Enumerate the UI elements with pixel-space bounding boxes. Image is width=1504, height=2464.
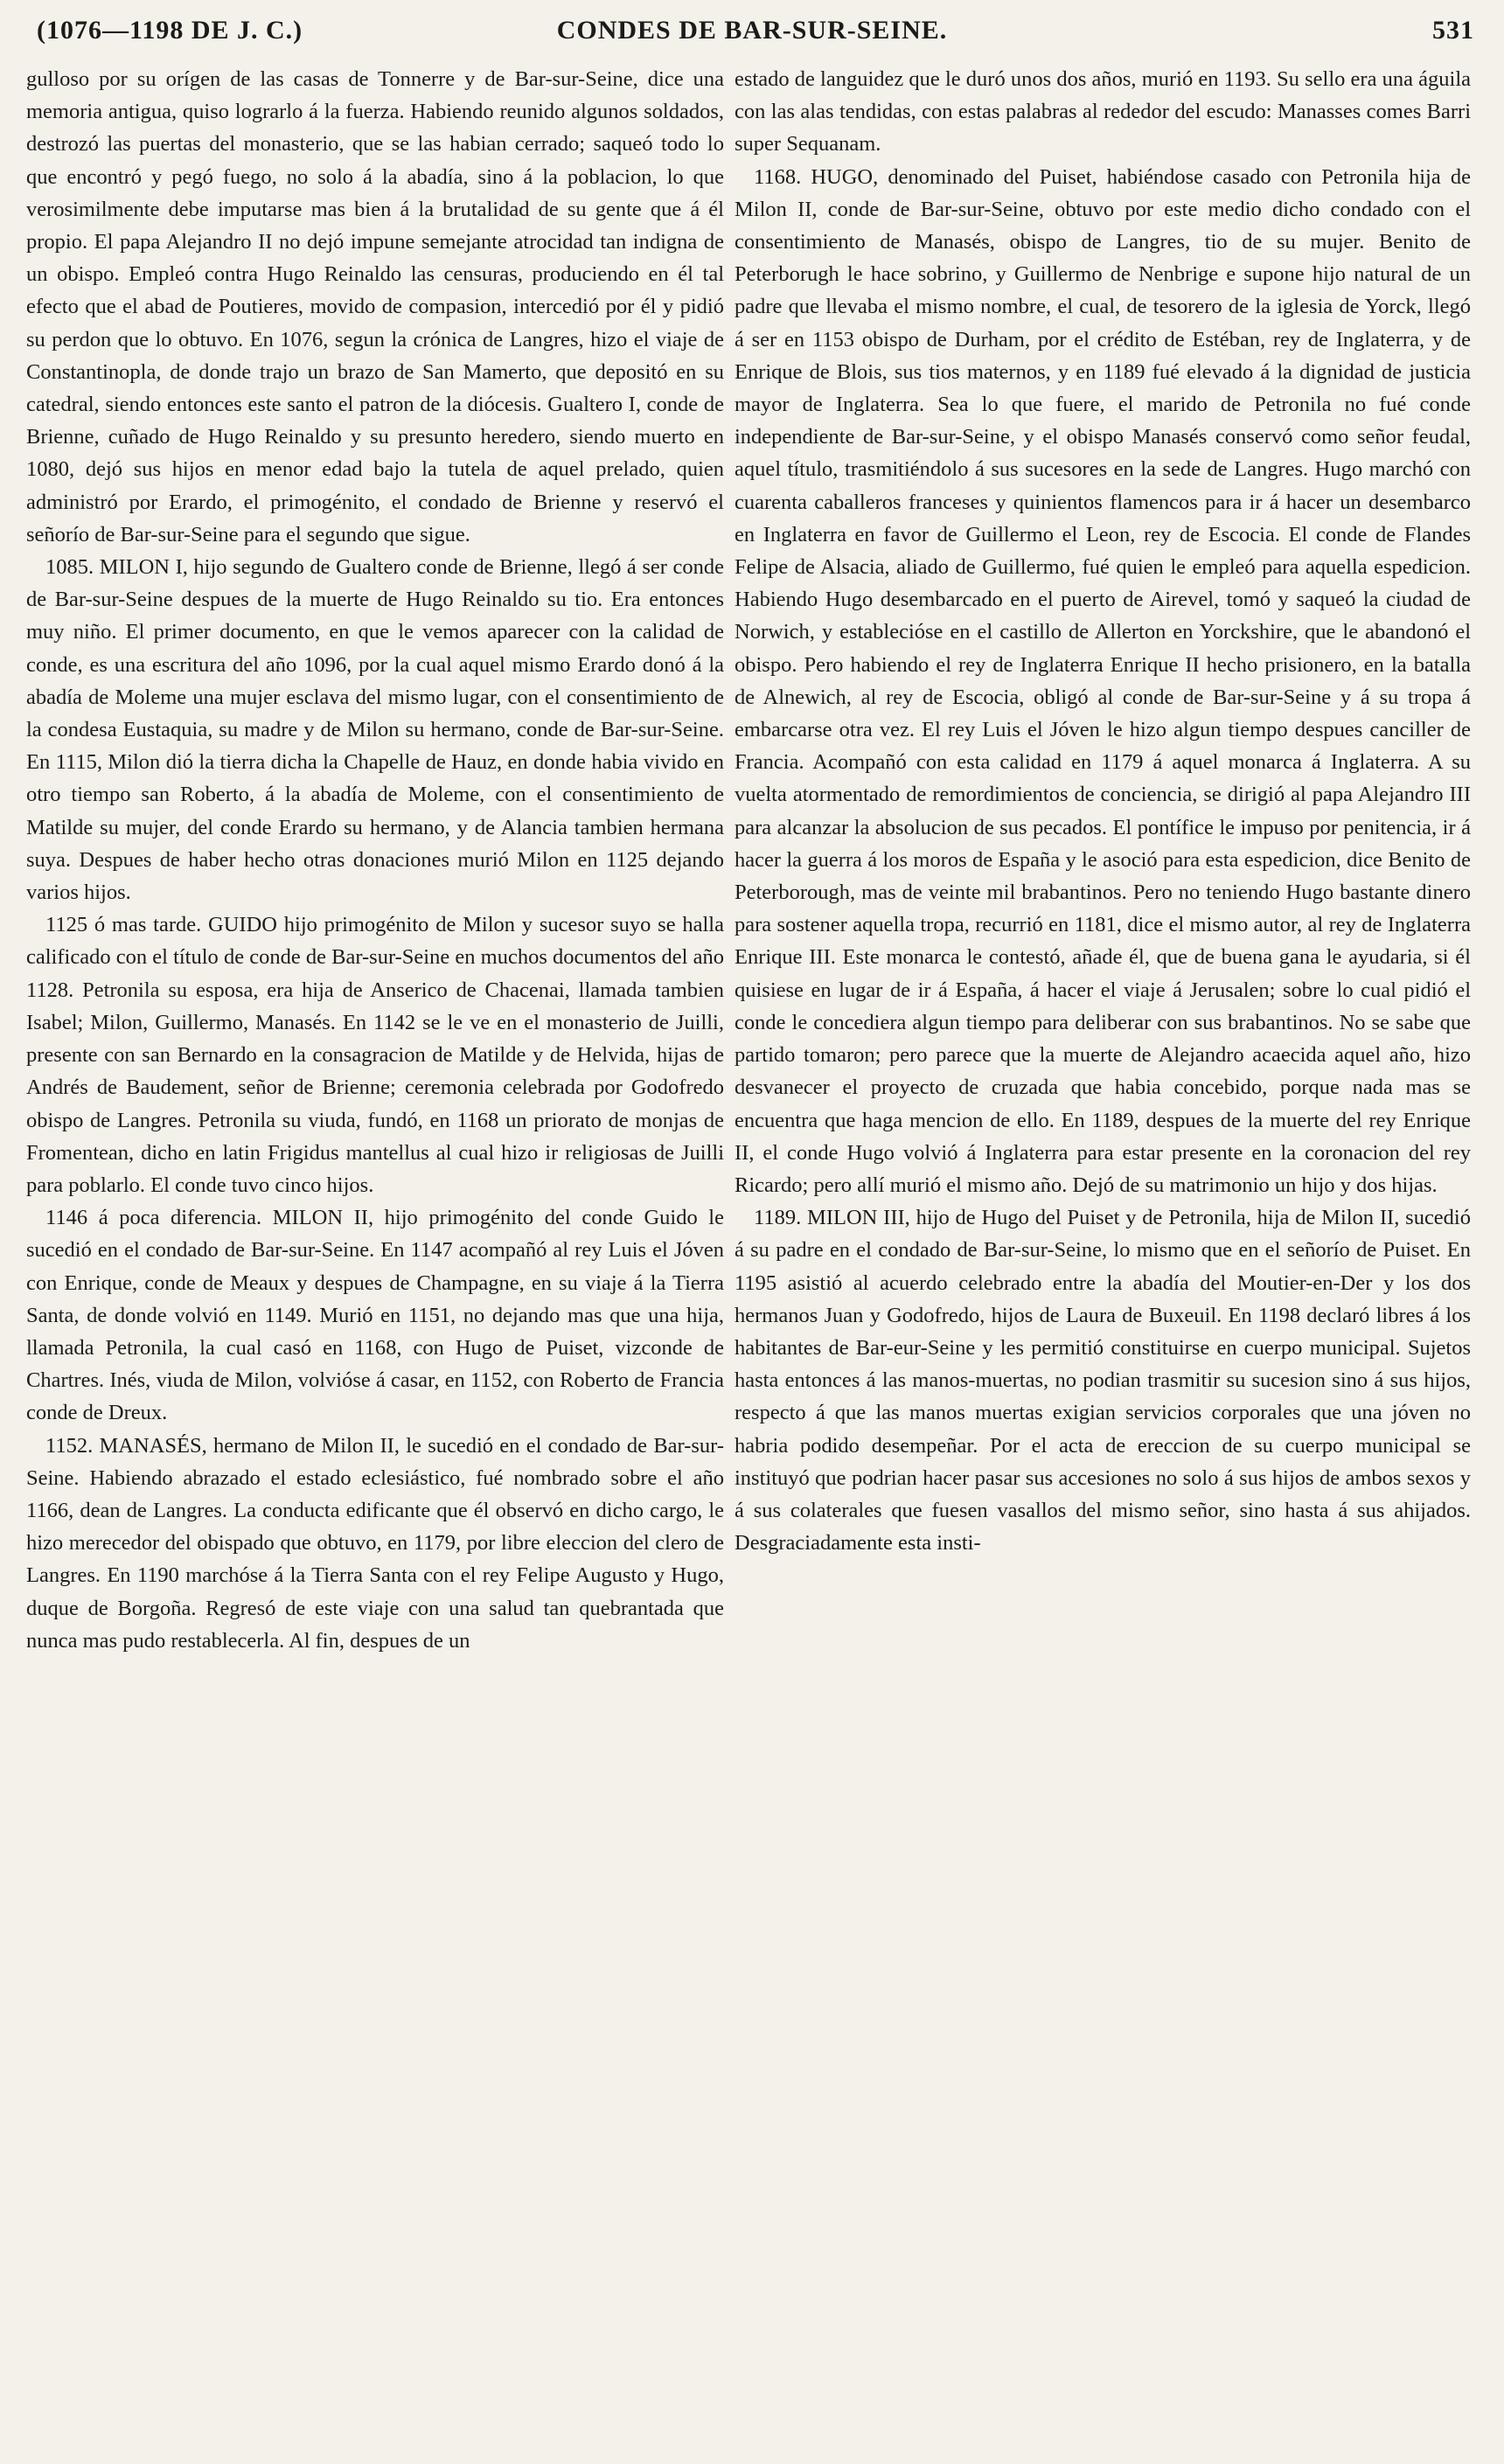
paragraph: estado de languidez que le duró unos dos años, murió en 1193. Su sello era una águila con las alas tendidas, con estas palabras al rededor del escudo: Manasses comes Barri super Sequanam. xyxy=(735,67,1471,157)
header-date-range: (1076—1198 DE J. C.) xyxy=(37,16,303,45)
paragraph: 1085. MILON I, hijo segundo de Gualtero conde de Brienne, llegó á ser conde de Bar-sur-Seine despues de la muerte de Hugo Reinaldo su tio. Era entonces muy niño. El primer documento, en que le vemos aparecer con la calidad de conde, es una escritura del año 1096, por la cual aquel mismo Erardo donó á la abadía de Moleme una mujer esclava del mismo lugar, con el consentimiento de la condesa Eustaquia, su madre y de Milon su hermano, conde de Bar-sur-Seine. En 1115, Milon dió la tierra dicha la Chapelle de Hauz, en donde habia vivido en otro tiempo san Roberto, á la abadía de Moleme, con el consentimiento de Matilde su mujer, del conde Erardo su hermano, y de Alancia tambien hermana suya. Despues de haber hecho otras donaciones murió Milon en 1125 dejando varios hijos. xyxy=(26,555,724,905)
left-column xyxy=(26,63,724,2450)
right-column xyxy=(735,63,1471,2450)
header-title: CONDES DE BAR-SUR-SEINE. xyxy=(556,16,948,45)
paragraph: 1125 ó mas tarde. GUIDO hijo primogénito de Milon y sucesor suyo se halla calificado con el título de conde de Bar-sur-Seine en muchos documentos del año 1128. Petronila su esposa, era hija de Anserico de Chacenai, llamada tambien Isabel; Milon, Guillermo, Manasés. En 1142 se le ve en el monasterio de Juilli, presente con san Bernardo en la consagracion de Matilde y de Helvida, hijas de Andrés de Baudement, señor de Brienne; ceremonia celebrada por Godofredo obispo de Langres. Petronila su viuda, fundó, en 1168 un priorato de monjas de Fromentean, dicho en latin Frigidus mantellus al cual hizo ir religiosas de Juilli para poblarlo. El conde tuvo cinco hijos. xyxy=(26,913,724,1197)
paragraph: 1189. MILON III, hijo de Hugo del Puiset y de Petronila, hija de Milon II, sucedió á su padre en el condado de Bar-sur-Seine, lo mismo que en el señorío de Puiset. En 1195 asistió al acuerdo celebrado entre la abadía del Moutier-en-Der y los dos hermanos Juan y Godofredo, hijos de Laura de Buxeuil. En 1198 declaró libres á los habitantes de Bar-eur-Seine y les permitió constituirse en cuerpo municipal. Sujetos hasta entonces á las manos-muertas, no podian trasmitir su sucesion sino á sus hijos, respecto á que las manos muertas exigian servicios corporales que una jóven no habria podido desempeñar. Por el acta de ereccion de su cuerpo municipal se instituyó que podrian hacer pasar sus accesiones no solo á sus hijos de ambos sexos y á sus colaterales que fuesen vasallos del mismo señor, sino hasta á sus ahijados. Desgraciadamente esta insti- xyxy=(735,1206,1471,1556)
paragraph: 1168. HUGO, denominado del Puiset, habiéndose casado con Petronila hija de Milon II, conde de Bar-sur-Seine, obtuvo por este medio dicho condado con el consentimiento de Manasés, obispo de Langres, tio de su mujer. Benito de Peterborugh le hace sobrino, y Guillermo de Nenbrige e supone hijo natural de un padre que llevaba el mismo nombre, el cual, de tesorero de la iglesia de Yorck, llegó á ser en 1153 obispo de Durham, por el crédito de Estéban, rey de Inglaterra, y de Enrique de Blois, sus tios maternos, y en 1189 fué elevado á la dignidad de justicia mayor de Inglaterra. Sea lo que fuere, el marido de Petronila no fué conde independiente de Bar-sur-Seine, y el obispo Manasés conservó como señor feudal, aquel título, trasmitiéndolo á sus sucesores en la sede de Langres. Hugo marchó con cuarenta caballeros franceses y quinientos flamencos para ir á hacer un desembarco en Inglaterra en favor de Guillermo el Leon, rey de Escocia. El conde de Flandes Felipe de Alsacia, aliado de Guillermo, fué quien le empleó para aquella espedicion. Habiendo Hugo desembarcado en el puerto de Airevel, tomó y saqueó la ciudad de Norwich, y establecióse en el castillo de Allerton en Yorckshire, que le abandonó el obispo. Pero habiendo el rey de Inglaterra Enrique II hecho prisionero, en la batalla de Alnewich, al rey de Escocia, obligó al conde de Bar-sur-Seine y á su tropa á embarcarse otra vez. El rey Luis el Jóven le hizo algun tiempo despues canciller de Francia. Acompañó con esta calidad en 1179 á aquel monarca á Inglaterra. A su vuelta atormentado de remordimientos de conciencia, se dirigió al papa Alejandro III para alcanzar la absolucion de sus pecados. El pontífice le impuso por penitencia, ir á hacer la guerra á los moros de España y le asoció para esta espedicion, dice Benito de Peterborough, mas de veinte mil brabantinos. Pero no teniendo Hugo bastante dinero para sostener aquella tropa, recurrió en 1181, dice el mismo autor, al rey de Inglaterra Enrique III. Este monarca le contestó, añade él, que de buena gana le ayudaria, si él quisiese en lugar de ir á España, á hacer el viaje á Jerusalen; sobre lo cual pidió el conde le concediera algun tiempo para deliberar con sus brabantinos. No se sabe que partido tomaron; pero parece que la muerte de Alejandro acaecida aquel año, hizo desvanecer el proyecto de cruzada que habia concebido, porque nada mas se encuentra que haga mencion de ello. En 1189, despues de la muerte del rey Enrique II, el conde Hugo volvió á Inglaterra para estar presente en la coronacion del rey Ricardo; pero allí murió el mismo año. Dejó de su matrimonio un hijo y dos hijas. xyxy=(735,164,1471,1197)
running-header xyxy=(0,16,1504,59)
page-number: 531 xyxy=(1432,16,1474,45)
paragraph: 1146 á poca diferencia. MILON II, hijo primogénito del conde Guido le sucedió en el condado de Bar-sur-Seine. En 1147 acompañó al rey Luis el Jóven con Enrique, conde de Meaux y despues de Champagne, en su viaje á la Tierra Santa, de donde volvió en 1149. Murió en 1151, no dejando mas que una hija, llamada Petronila, la cual casó en 1168, con Hugo de Puiset, vizconde de Chartres. Inés, viuda de Milon, volvióse á casar, en 1152, con Roberto de Francia conde de Dreux. xyxy=(26,1206,724,1425)
paragraph: gulloso por su orígen de las casas de Tonnerre y de Bar-sur-Seine, dice una memoria antigua, quiso lograrlo á la fuerza. Habiendo reunido algunos soldados, destrozó las puertas del monasterio, que se las habian cerrado; saqueó todo lo que encontró y pegó fuego, no solo á la abadía, sino á la poblacion, lo que verosimilmente debe imputarse mas bien á la brutalidad de su gente que á él propio. El papa Alejandro II no dejó impune semejante atrocidad tan indigna de un obispo. Empleó contra Hugo Reinaldo las censuras, produciendo en él tal efecto que el abad de Poutieres, movido de compasion, intercedió por él y pidió su perdon que lo obtuvo. En 1076, segun la crónica de Langres, hizo el viaje de Constantinopla, de donde trajo un brazo de San Mamerto, que depositó en su catedral, siendo entonces este santo el patron de la diócesis. Gualtero I, conde de Brienne, cuñado de Hugo Reinaldo y su presunto heredero, siendo muerto en 1080, dejó sus hijos en menor edad bajo la tutela de aquel prelado, quien administró por Erardo, el primogénito, el condado de Brienne y reservó el señorío de Bar-sur-Seine para el segundo que sigue. xyxy=(26,67,724,546)
paragraph: 1152. MANASÉS, hermano de Milon II, le sucedió en el condado de Bar-sur-Seine. Habiendo abrazado el estado eclesiástico, fué nombrado sobre el año 1166, dean de Langres. La conducta edificante que él observó en dicho cargo, le hizo merecedor del obispado que obtuvo, en 1179, por libre eleccion del clero de Langres. En 1190 marchóse á la Tierra Santa con el rey Felipe Augusto y Hugo, duque de Borgoña. Regresó de este viaje con una salud tan quebrantada que nunca mas pudo restablecerla. Al fin, despues de un xyxy=(26,1433,724,1653)
